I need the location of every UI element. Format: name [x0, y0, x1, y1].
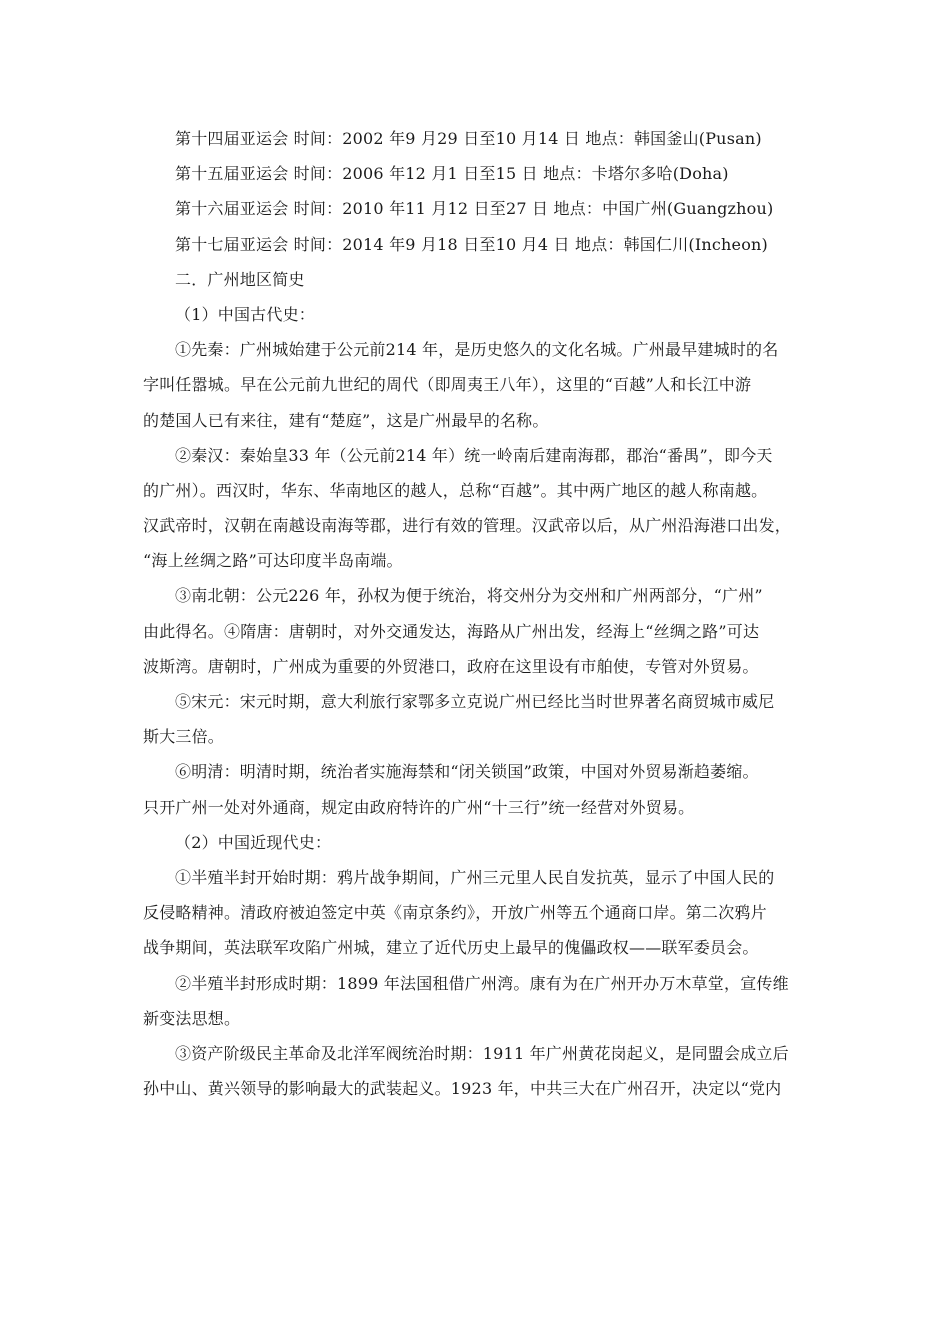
text-line-26: 新变法思想。 — [143, 1008, 241, 1028]
text-line-17: ⑤宋元：宋元时期，意大利旅行家鄂多立克说广州已经比当时世界著名商贸城市威尼 — [175, 692, 775, 711]
text-line-2: 第十五届亚运会 时间：2006 年12 月1 日至15 日 地点：卡塔尔多哈(Doha) — [175, 164, 729, 184]
subsection-heading-ancient: （1）中国古代史： — [175, 304, 315, 324]
text-line-9: 的楚国人已有来往，建有“楚庭”，这是广州最早的名称。 — [143, 410, 549, 430]
text-line-24: 战争期间，英法联军攻陷广州城，建立了近代历史上最早的傀儡政权——联军委员会。 — [143, 938, 759, 958]
text-line-19: ⑥明清：明清时期，统治者实施海禁和“闭关锁国”政策，中国对外贸易渐趋萎缩。 — [175, 762, 759, 782]
text-line-28: 孙中山、黄兴领导的影响最大的武装起义。1923 年，中共三大在广州召开，决定以“党内 — [143, 1079, 782, 1099]
text-line-11: 的广州）。西汉时，华东、华南地区的越人，总称“百越”。其中两广地区的越人称南越。 — [143, 480, 768, 500]
text-line-7: ①先秦：广州城始建于公元前214 年，是历史悠久的文化名城。广州最早建城时的名 — [175, 340, 779, 360]
text-line-23: 反侵略精神。清政府被迫签定中英《南京条约》，开放广州等五个通商口岸。第二次鸦片 — [143, 903, 767, 923]
text-line-20: 只开广州一处对外通商，规定由政府特许的广州“十三行”统一经营对外贸易。 — [143, 797, 695, 817]
text-line-8: 字叫任嚣城。早在公元前九世纪的周代（即周夷王八年），这里的“百越”人和长江中游 — [143, 375, 752, 395]
text-line-27: ③资产阶级民主革命及北洋军阀统治时期：1911 年广州黄花岗起义，是同盟会成立后 — [175, 1043, 789, 1063]
text-line-13: “海上丝绸之路”可达印度半岛南端。 — [143, 551, 403, 571]
text-line-18: 斯大三倍。 — [143, 727, 225, 747]
text-line-3: 第十六届亚运会 时间：2010 年11 月12 日至27 日 地点：中国广州(Guangzhou) — [175, 199, 774, 219]
text-line-14: ③南北朝：公元226 年，孙权为便于统治，将交州分为交州和广州两部分，“广州” — [175, 586, 763, 606]
text-line-16: 波斯湾。唐朝时，广州成为重要的外贸港口，政府在这里设有市舶使，专管对外贸易。 — [143, 656, 759, 676]
subsection-heading-modern: （2）中国近现代史： — [175, 832, 332, 852]
text-line-1: 第十四届亚运会 时间：2002 年9 月29 日至10 月14 日 地点：韩国釜山(Pusan) — [175, 129, 762, 148]
text-line-10: ②秦汉：秦始皇33 年（公元前214 年）统一岭南后建南海郡，郡治“番禺”，即今天 — [175, 445, 773, 465]
section-heading: 二．广州地区简史 — [175, 269, 305, 289]
text-line-12: 汉武帝时，汉朝在南越设南海等郡，进行有效的管理。汉武帝以后，从广州沿海港口出发， — [143, 516, 792, 536]
text-line-4: 第十七届亚运会 时间：2014 年9 月18 日至10 月4 日 地点：韩国仁川(Incheon) — [175, 234, 768, 254]
text-line-15: 由此得名。④隋唐：唐朝时，对外交通发达，海路从广州出发，经海上“丝绸之路”可达 — [143, 621, 760, 641]
text-line-22: ①半殖半封开始时期：鸦片战争期间，广州三元里人民自发抗英，显示了中国人民的 — [175, 867, 775, 887]
text-line-25: ②半殖半封形成时期：1899 年法国租借广州湾。康有为在广州开办万木草堂，宣传维 — [175, 973, 789, 993]
